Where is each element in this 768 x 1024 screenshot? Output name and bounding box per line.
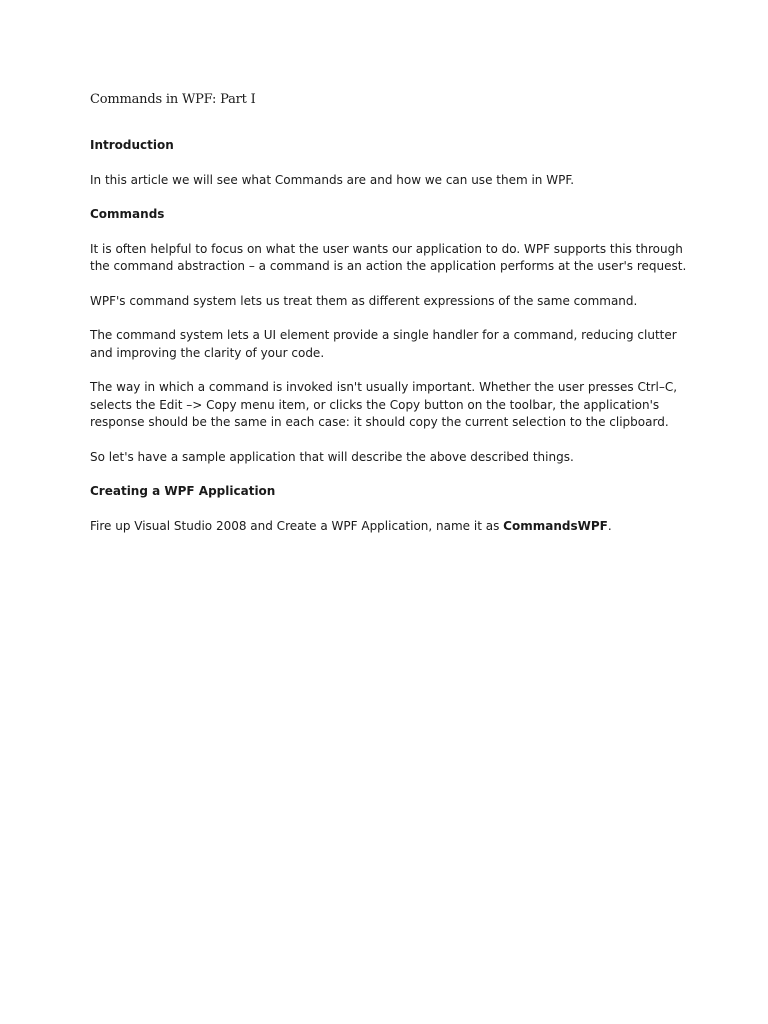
heading-introduction: Introduction (90, 138, 174, 152)
creating-paragraph (90, 518, 690, 536)
document-title: Commands in WPF: Part I (90, 92, 256, 107)
document-page (90, 90, 690, 552)
commands-paragraph-1: It is often helpful to focus on what the user wants our application to do. WPF supports this through the command abstraction – a command is an action the application performs at the user's request. (90, 241, 687, 273)
creating-paragraph-text: Fire up Visual Studio 2008 and Create a WPF Application, name it as (90, 518, 504, 533)
heading-commands: Commands (90, 207, 165, 221)
commands-paragraph-5: So let's have a sample application that will describe the above described things. (90, 449, 574, 464)
project-name: CommandsWPF (503, 518, 608, 533)
heading-creating-wpf-application: Creating a WPF Application (90, 484, 276, 498)
commands-paragraph-4: The way in which a command is invoked isn't usually important. Whether the user presses Ctrl–C, selects the Edit –> Copy menu item, or clicks the Copy button on the toolbar, the application's response should be the same in each case: it should copy the current selection to the clipboard. (90, 380, 678, 429)
commands-paragraph-3: The command system lets a UI element provide a single handler for a command, reducing clutter and improving the clarity of your code. (90, 328, 677, 360)
intro-paragraph: In this article we will see what Commands are and how we can use them in WPF. (90, 172, 575, 187)
commands-paragraph-2: WPF's command system lets us treat them as different expressions of the same command. (90, 293, 638, 308)
creating-paragraph-end: . (607, 518, 612, 533)
